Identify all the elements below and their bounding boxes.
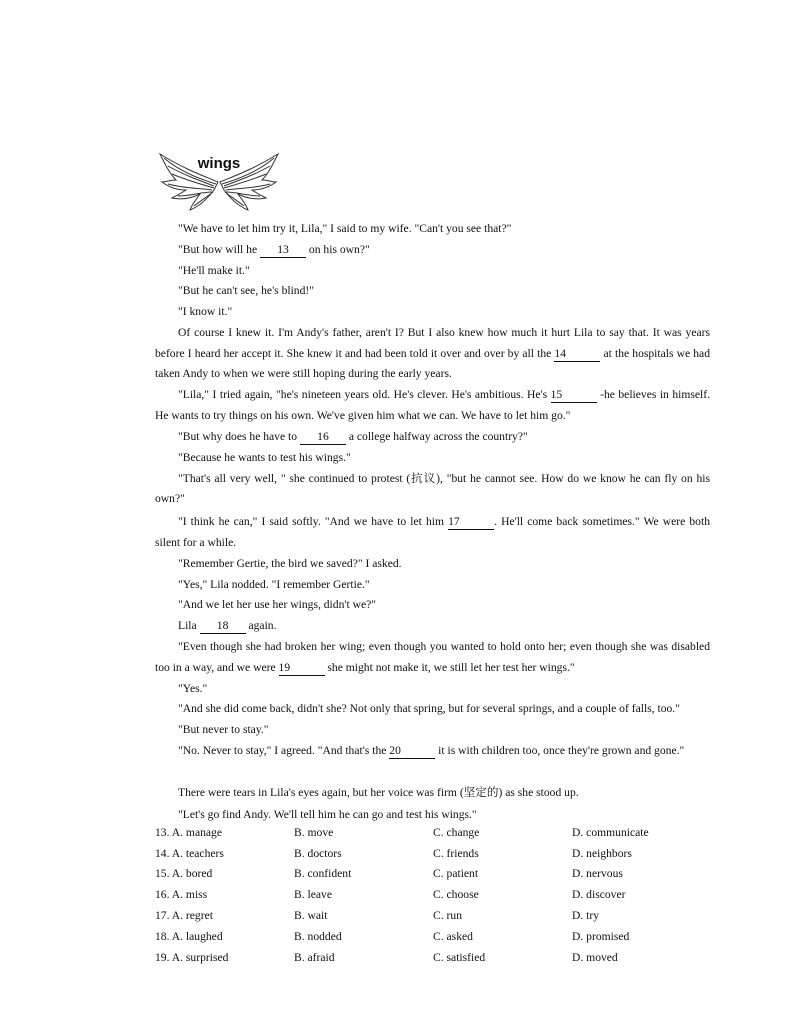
story-paragraph: "Lila," I tried again, "he's nineteen years old. He's clever. He's ambitious. He's 15 -he believes in himself. He wants to try things on his own. We've given him what we can. We have to let him go."	[155, 388, 711, 422]
option-a[interactable]: 17. A. regret	[155, 909, 213, 922]
question-row	[155, 826, 715, 846]
option-b[interactable]: B. move	[294, 826, 334, 839]
story-line: Lila 18 again.	[178, 619, 277, 632]
blank-20[interactable]: 20	[389, 744, 435, 759]
question-row	[155, 951, 715, 971]
question-row	[155, 888, 715, 908]
logo-text: wings	[197, 155, 241, 172]
option-a[interactable]: 18. A. laughed	[155, 929, 223, 943]
option-a[interactable]: 16. A. miss	[155, 888, 208, 901]
story-line: "We have to let him try it, Lila," I said to my wife. "Can't you see that?"	[178, 222, 512, 235]
option-b[interactable]: B. leave	[294, 888, 332, 901]
option-d[interactable]: D. communicate	[572, 826, 649, 839]
blank-17[interactable]: 17	[448, 515, 494, 530]
option-a[interactable]: 15. A. bored	[155, 867, 213, 880]
option-d[interactable]: D. moved	[572, 950, 618, 964]
wings-icon	[156, 152, 282, 214]
option-c[interactable]: C. change	[433, 826, 480, 839]
blank-19[interactable]: 19	[279, 661, 325, 676]
option-d[interactable]: D. promised	[572, 929, 630, 943]
blank-15[interactable]: 15	[551, 388, 597, 403]
story-paragraph: Of course I knew it. I'm Andy's father, aren't I? But I also knew how much it hurt Lila to say that. It was years before I heard her accept it. She knew it and had been told it over and over by all the 14 at the hospitals we had taken Andy to when we were still hoping during the early years.	[155, 326, 710, 381]
option-d[interactable]: D. try	[572, 909, 600, 922]
option-c[interactable]: C. run	[433, 909, 462, 922]
question-row	[155, 930, 715, 950]
question-row	[155, 847, 715, 867]
option-b[interactable]: B. doctors	[294, 846, 342, 860]
question-row	[155, 867, 715, 887]
story-paragraph: "I think he can," I said softly. "And we have to let him 17 . He'll come back sometimes." We were both silent for a while.	[155, 515, 710, 549]
question-row	[155, 909, 715, 929]
story-line: "But how will he 13 on his own?"	[178, 243, 370, 256]
option-a[interactable]: 14. A. teachers	[155, 846, 224, 860]
option-b[interactable]: B. afraid	[294, 950, 335, 964]
blank-18[interactable]: 18	[200, 619, 246, 634]
story-paragraph: "Even though she had broken her wing; even though you wanted to hold onto her; even though she was disabled too in a way, and we were 19 she might not make it, we still let her test her wings."	[155, 640, 710, 674]
wings-logo	[156, 152, 282, 214]
story-line: There were tears in Lila's eyes again, but her voice was firm (坚定的) as she stood up.	[178, 786, 579, 799]
option-b[interactable]: B. nodded	[294, 929, 342, 943]
story-line: "Remember Gertie, the bird we saved?" I asked.	[178, 556, 402, 570]
option-d[interactable]: D. neighbors	[572, 846, 632, 860]
story-line: "But he can't see, he's blind!"	[178, 284, 314, 297]
story-line: "Yes," Lila nodded. "I remember Gertie."	[178, 577, 370, 591]
story-line: "And she did come back, didn't she? Not only that spring, but for several springs, and a couple of falls, too."	[178, 702, 680, 715]
story-line: "I know it."	[178, 305, 233, 318]
story-line: "But never to stay."	[178, 723, 269, 736]
story-line: "Yes."	[178, 681, 208, 695]
story-paragraph: "That's all very well, " she continued to protest (抗议), "but he cannot see. How do we know he can fly on his own?"	[155, 471, 710, 506]
option-d[interactable]: D. nervous	[572, 867, 623, 880]
option-b[interactable]: B. wait	[294, 909, 328, 922]
story-line: "He'll make it."	[178, 263, 250, 277]
blank-16[interactable]: 16	[300, 430, 346, 445]
option-c[interactable]: C. choose	[433, 888, 479, 901]
option-c[interactable]: C. satisfied	[433, 950, 486, 964]
option-a[interactable]: 19. A. surprised	[155, 950, 229, 964]
story-line: "And we let her use her wings, didn't we?"	[178, 598, 376, 611]
option-b[interactable]: B. confident	[294, 867, 352, 880]
blank-14[interactable]: 14	[554, 347, 600, 362]
story-paragraph: "No. Never to stay," I agreed. "And that's the 20 it is with children too, once they're grown and gone."	[178, 743, 685, 757]
blank-13[interactable]: 13	[260, 243, 306, 258]
story-line: "But why does he have to 16 a college halfway across the country?"	[178, 429, 528, 443]
option-c[interactable]: C. friends	[433, 846, 479, 860]
option-c[interactable]: C. patient	[433, 867, 479, 880]
option-d[interactable]: D. discover	[572, 888, 626, 901]
story-line: "Let's go find Andy. We'll tell him he can go and test his wings."	[178, 808, 477, 821]
option-c[interactable]: C. asked	[433, 929, 473, 943]
story-line: "Because he wants to test his wings."	[178, 450, 351, 464]
option-a[interactable]: 13. A. manage	[155, 826, 222, 839]
